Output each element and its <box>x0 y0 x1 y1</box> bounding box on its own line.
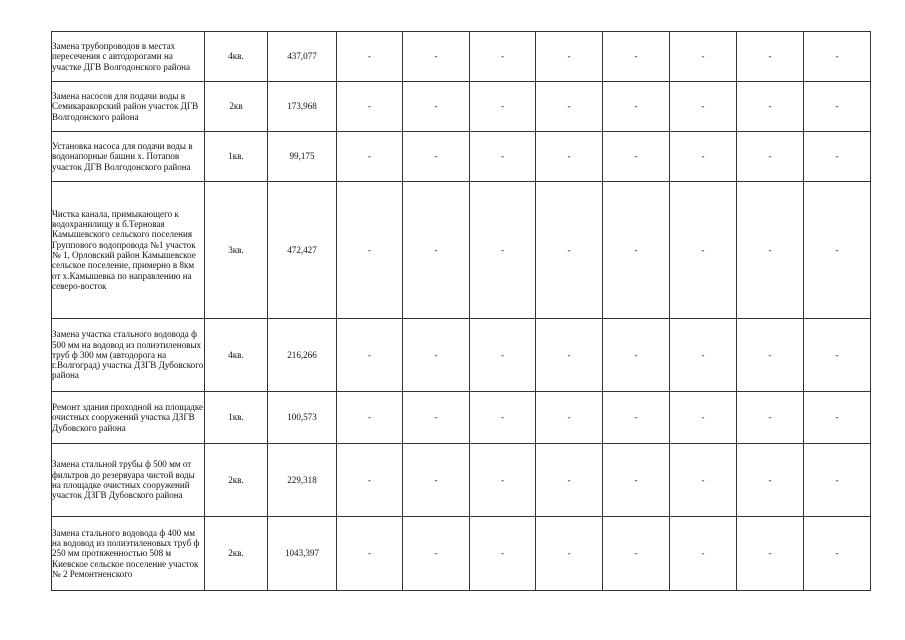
quarter-cell: 2кв <box>205 82 268 132</box>
period-value-cell: - <box>670 319 737 392</box>
works-table <box>51 31 871 591</box>
work-description-cell: Замена стального водовода ф 400 мм на водовод из полиэтиленовых труб ф 250 мм протяженностью 508 м Киевское сельское поселение участок № 2 Ремонтненского <box>52 517 205 591</box>
amount-cell: 216,266 <box>268 319 337 392</box>
table-row <box>52 132 871 182</box>
period-value-cell: - <box>603 517 670 591</box>
period-value-cell: - <box>603 319 670 392</box>
period-value-cell: - <box>337 392 403 444</box>
period-value-cell: - <box>337 319 403 392</box>
period-value-cell: - <box>737 444 804 517</box>
period-value-cell: - <box>804 392 871 444</box>
period-value-cell: - <box>670 32 737 82</box>
period-value-cell: - <box>804 517 871 591</box>
period-value-cell: - <box>403 517 470 591</box>
period-value-cell: - <box>337 132 403 182</box>
period-value-cell: - <box>337 82 403 132</box>
period-value-cell: - <box>603 444 670 517</box>
period-value-cell: - <box>737 319 804 392</box>
period-value-cell: - <box>737 32 804 82</box>
quarter-cell: 3кв. <box>205 182 268 319</box>
period-value-cell: - <box>403 182 470 319</box>
period-value-cell: - <box>470 32 536 82</box>
period-value-cell: - <box>603 392 670 444</box>
period-value-cell: - <box>536 132 603 182</box>
amount-cell: 100,573 <box>268 392 337 444</box>
table-row <box>52 444 871 517</box>
amount-cell: 1043,397 <box>268 517 337 591</box>
period-value-cell: - <box>470 82 536 132</box>
quarter-cell: 1кв. <box>205 392 268 444</box>
amount-cell: 472,427 <box>268 182 337 319</box>
quarter-cell: 1кв. <box>205 132 268 182</box>
table-row <box>52 517 871 591</box>
period-value-cell: - <box>536 319 603 392</box>
period-value-cell: - <box>403 392 470 444</box>
period-value-cell: - <box>470 182 536 319</box>
period-value-cell: - <box>337 444 403 517</box>
work-description-cell: Ремонт здания проходной на площадке очистных сооружений участка ДЗГВ Дубовского района <box>52 392 205 444</box>
work-description-cell: Установка насоса для подачи воды в водонапорные башни х. Потапов участок ДГВ Волгодонского района <box>52 132 205 182</box>
period-value-cell: - <box>470 132 536 182</box>
period-value-cell: - <box>603 182 670 319</box>
period-value-cell: - <box>536 82 603 132</box>
period-value-cell: - <box>737 392 804 444</box>
quarter-cell: 2кв. <box>205 517 268 591</box>
table-row <box>52 392 871 444</box>
period-value-cell: - <box>670 82 737 132</box>
period-value-cell: - <box>603 82 670 132</box>
amount-cell: 229,318 <box>268 444 337 517</box>
work-description-cell: Замена участка стального водовода ф 500 мм на водовод из полиэтиленовых труб ф 300 мм (автодорога на г.Волгоград) участка ДЗГВ Дубовского района <box>52 319 205 392</box>
work-description-cell: Чистка канала, примыкающего к водохранилищу в б.Терновая Камышевского сельского поселения Группового водопровода №1 участок № 1, Орловский район Камышевское сельское поселение, примерно в 8км от х.Камышевка по направлению на северо-восток <box>52 182 205 319</box>
period-value-cell: - <box>337 517 403 591</box>
period-value-cell: - <box>804 32 871 82</box>
period-value-cell: - <box>470 517 536 591</box>
table-row <box>52 182 871 319</box>
work-description-cell: Замена насосов для подачи воды в Семикаракорский район участок ДГВ Волгодонского района <box>52 82 205 132</box>
period-value-cell: - <box>804 132 871 182</box>
period-value-cell: - <box>536 392 603 444</box>
period-value-cell: - <box>670 182 737 319</box>
period-value-cell: - <box>737 132 804 182</box>
period-value-cell: - <box>670 132 737 182</box>
period-value-cell: - <box>536 182 603 319</box>
amount-cell: 99,175 <box>268 132 337 182</box>
period-value-cell: - <box>337 32 403 82</box>
quarter-cell: 4кв. <box>205 319 268 392</box>
period-value-cell: - <box>670 444 737 517</box>
period-value-cell: - <box>603 132 670 182</box>
period-value-cell: - <box>403 82 470 132</box>
period-value-cell: - <box>804 444 871 517</box>
period-value-cell: - <box>403 319 470 392</box>
period-value-cell: - <box>337 182 403 319</box>
period-value-cell: - <box>470 319 536 392</box>
period-value-cell: - <box>403 132 470 182</box>
quarter-cell: 4кв. <box>205 32 268 82</box>
period-value-cell: - <box>804 182 871 319</box>
period-value-cell: - <box>737 517 804 591</box>
period-value-cell: - <box>470 444 536 517</box>
period-value-cell: - <box>536 32 603 82</box>
period-value-cell: - <box>737 82 804 132</box>
period-value-cell: - <box>670 392 737 444</box>
work-description-cell: Замена трубопроводов в местах пересечения с автодорогами на участке ДГВ Волгодонского района <box>52 32 205 82</box>
period-value-cell: - <box>804 82 871 132</box>
period-value-cell: - <box>536 444 603 517</box>
period-value-cell: - <box>403 32 470 82</box>
amount-cell: 437,077 <box>268 32 337 82</box>
period-value-cell: - <box>536 517 603 591</box>
period-value-cell: - <box>670 517 737 591</box>
work-description-cell: Замена стальной трубы ф 500 мм от фильтров до резервуара чистой воды на площадке очистных сооружений участок ДЗГВ Дубовского района <box>52 444 205 517</box>
period-value-cell: - <box>737 182 804 319</box>
period-value-cell: - <box>603 32 670 82</box>
table-row <box>52 319 871 392</box>
period-value-cell: - <box>403 444 470 517</box>
table-row <box>52 82 871 132</box>
period-value-cell: - <box>470 392 536 444</box>
period-value-cell: - <box>804 319 871 392</box>
table-row <box>52 32 871 82</box>
quarter-cell: 2кв. <box>205 444 268 517</box>
amount-cell: 173,968 <box>268 82 337 132</box>
